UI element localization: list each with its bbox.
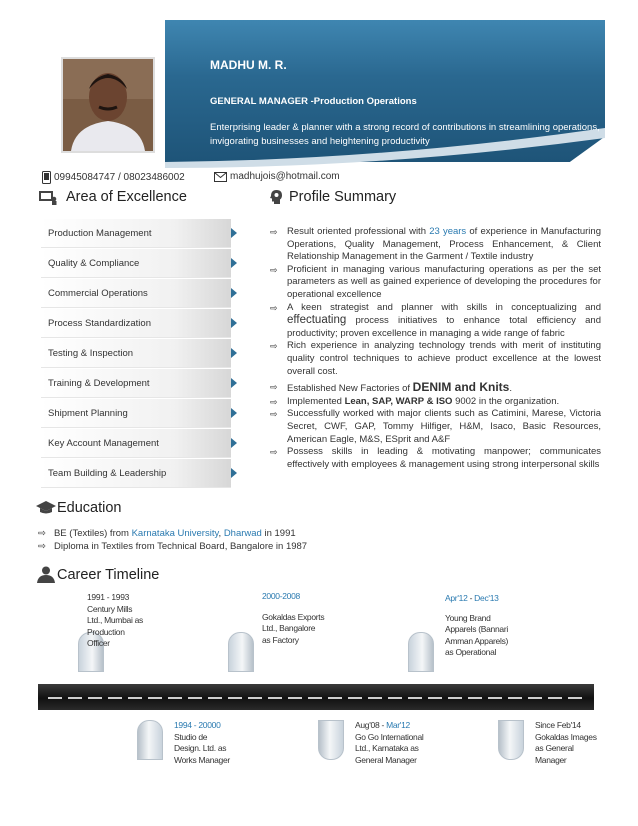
- excellence-heading: [38, 189, 187, 205]
- education-title: Education: [57, 500, 122, 516]
- head-gears-icon: [269, 189, 283, 205]
- timeline-dash: [548, 697, 562, 699]
- candidate-name: MADHU M. R.: [210, 58, 287, 72]
- arrow-bullet-icon: ⇨: [270, 409, 278, 420]
- email-contact[interactable]: [214, 171, 340, 182]
- timeline-dash: [68, 697, 82, 699]
- profile-bullet: ⇨ A keen strategist and planner with skills in conceptualizing and effectuating process initiatives to enhance total efficiency and productivity; proven excellence in managing a wide range of fabric: [270, 301, 601, 339]
- profile-bullet: ⇨ Successfully worked with major clients such as Catimini, Marese, Victoria Secret, CWF, GAP, Tommy Hilfiger, H&M, Isaco, Basic Resources, American Eagle, M&S, ESprit and A&F: [270, 408, 601, 445]
- timeline-dash: [528, 697, 542, 699]
- timeline-dash: [368, 697, 382, 699]
- excellence-item: Training & Development: [41, 369, 231, 398]
- timeline-entry: Apr'12 - Dec'13 Young Brand Apparels (Bannari Amman Apparels) as Operational: [445, 593, 509, 657]
- timeline-dash: [208, 697, 222, 699]
- timeline-dash: [88, 697, 102, 699]
- timeline-dash: [168, 697, 182, 699]
- timeline-dash: [148, 697, 162, 699]
- graduation-cap-icon: [36, 501, 56, 515]
- arrow-bullet-icon: ⇨: [270, 302, 278, 313]
- profile-summary-list: [270, 226, 601, 471]
- timeline-dash: [488, 697, 502, 699]
- timeline-dash: [128, 697, 142, 699]
- timeline-dash: [328, 697, 342, 699]
- profile-bullet: ⇨ Possess skills in leading & motivating manpower; communicates effectively with employees & management using strong interpersonal skills: [270, 446, 601, 470]
- profile-bullet: ⇨ Implemented Lean, SAP, WARP & ISO 9002 in the organization.: [270, 395, 560, 407]
- excellence-item: Commercial Operations: [41, 279, 231, 308]
- timeline-entry: Since Feb'14 Gokaldas Images as General Manager: [535, 720, 597, 765]
- arrow-bullet-icon: ⇨: [270, 227, 278, 237]
- timeline-dash: [308, 697, 322, 699]
- timeline-dash: [508, 697, 522, 699]
- phone-number: 09945084747 / 08023486002: [54, 172, 185, 183]
- timeline-dash: [388, 697, 402, 699]
- timeline-dash: [48, 697, 62, 699]
- excellence-item: Testing & Inspection: [41, 339, 231, 368]
- career-heading: [36, 566, 159, 583]
- timeline-dash: [268, 697, 282, 699]
- candidate-tagline: Enterprising leader & planner with a strong record of contributions in streamlining operations, invigorating businesses and heightening productivity: [210, 122, 600, 147]
- excellence-item: Team Building & Leadership: [41, 459, 231, 488]
- timeline-entry: 1991 - 1993 Century Mills Ltd., Mumbai as Production Officer: [87, 592, 143, 648]
- timeline-dash: [108, 697, 122, 699]
- arrow-bullet-icon: ⇨: [38, 528, 46, 539]
- timeline-dash: [348, 697, 362, 699]
- excellence-title: Area of Excellence: [66, 189, 187, 205]
- timeline-dash: [428, 697, 442, 699]
- timeline-marker: [498, 720, 524, 760]
- arrow-bullet-icon: ⇨: [270, 264, 278, 275]
- timeline-dash: [468, 697, 482, 699]
- arrow-bullet-icon: ⇨: [270, 447, 278, 458]
- profile-bullet: ⇨ Established New Factories of DENIM and Knits.: [270, 380, 512, 395]
- profile-bullet: ⇨ Rich experience in analyzing technology trends with merit of instituting quality control techniques to achieve product excellence at the lowest overall cost.: [270, 340, 601, 377]
- timeline-dash: [288, 697, 302, 699]
- excellence-item: Quality & Compliance: [41, 249, 231, 278]
- arrow-bullet-icon: ⇨: [270, 396, 278, 407]
- timeline-dash: [448, 697, 462, 699]
- timeline-entry: Aug'08 - Mar'12 Go Go International Ltd., Karnataka as General Manager: [355, 720, 424, 765]
- timeline-dash: [248, 697, 262, 699]
- career-title: Career Timeline: [57, 566, 160, 583]
- phone-contact: [42, 171, 185, 184]
- profile-title: Profile Summary: [289, 189, 397, 205]
- profile-bullet: ⇨ Result oriented professional with 23 years of experience in Manufacturing Operations, Quality Management, Process Enhancement, & Client Relationship Management in the Garment / Textile industry: [270, 226, 601, 263]
- timeline-marker: [408, 632, 434, 672]
- education-list: [38, 528, 307, 553]
- timeline-entry: 1994 - 20000 Studio de Design. Ltd. as Works Manager: [174, 720, 230, 765]
- education-item: ⇨ Diploma in Textiles from Technical Board, Bangalore in 1987: [38, 540, 308, 552]
- education-item: ⇨ BE (Textiles) from Karnataka University, Dharwad in 1991: [38, 528, 296, 539]
- person-icon: [36, 566, 56, 583]
- profile-photo: [61, 57, 155, 153]
- timeline-entry: 2000-2008 Gokaldas Exports Ltd., Bangalore as Factory: [262, 591, 325, 645]
- profile-bullet: ⇨ Proficient in managing various manufacturing operations as per the set parameters as well as gained experience of developing the procedures for operational excellence: [270, 263, 601, 300]
- arrow-bullet-icon: ⇨: [270, 341, 278, 352]
- candidate-role: GENERAL MANAGER -Production Operations: [210, 96, 417, 107]
- excellence-item: Production Management: [41, 219, 231, 248]
- mail-icon: [214, 172, 227, 182]
- presentation-icon: [38, 190, 58, 205]
- profile-heading: [269, 189, 396, 205]
- timeline-marker: [318, 720, 344, 760]
- email-address[interactable]: madhujois@hotmail.com: [230, 171, 340, 182]
- excellence-item: Shipment Planning: [41, 399, 231, 428]
- phone-icon: [42, 171, 51, 184]
- timeline-marker: [228, 632, 254, 672]
- timeline-dash: [228, 697, 242, 699]
- arrow-bullet-icon: ⇨: [270, 382, 278, 393]
- timeline-dash: [188, 697, 202, 699]
- excellence-list: [41, 219, 231, 489]
- education-heading: [36, 500, 122, 516]
- arrow-bullet-icon: ⇨: [38, 540, 46, 552]
- excellence-item: Key Account Management: [41, 429, 231, 458]
- excellence-item: Process Standardization: [41, 309, 231, 338]
- timeline-marker: [137, 720, 163, 760]
- timeline-dash: [408, 697, 422, 699]
- timeline-dash: [568, 697, 582, 699]
